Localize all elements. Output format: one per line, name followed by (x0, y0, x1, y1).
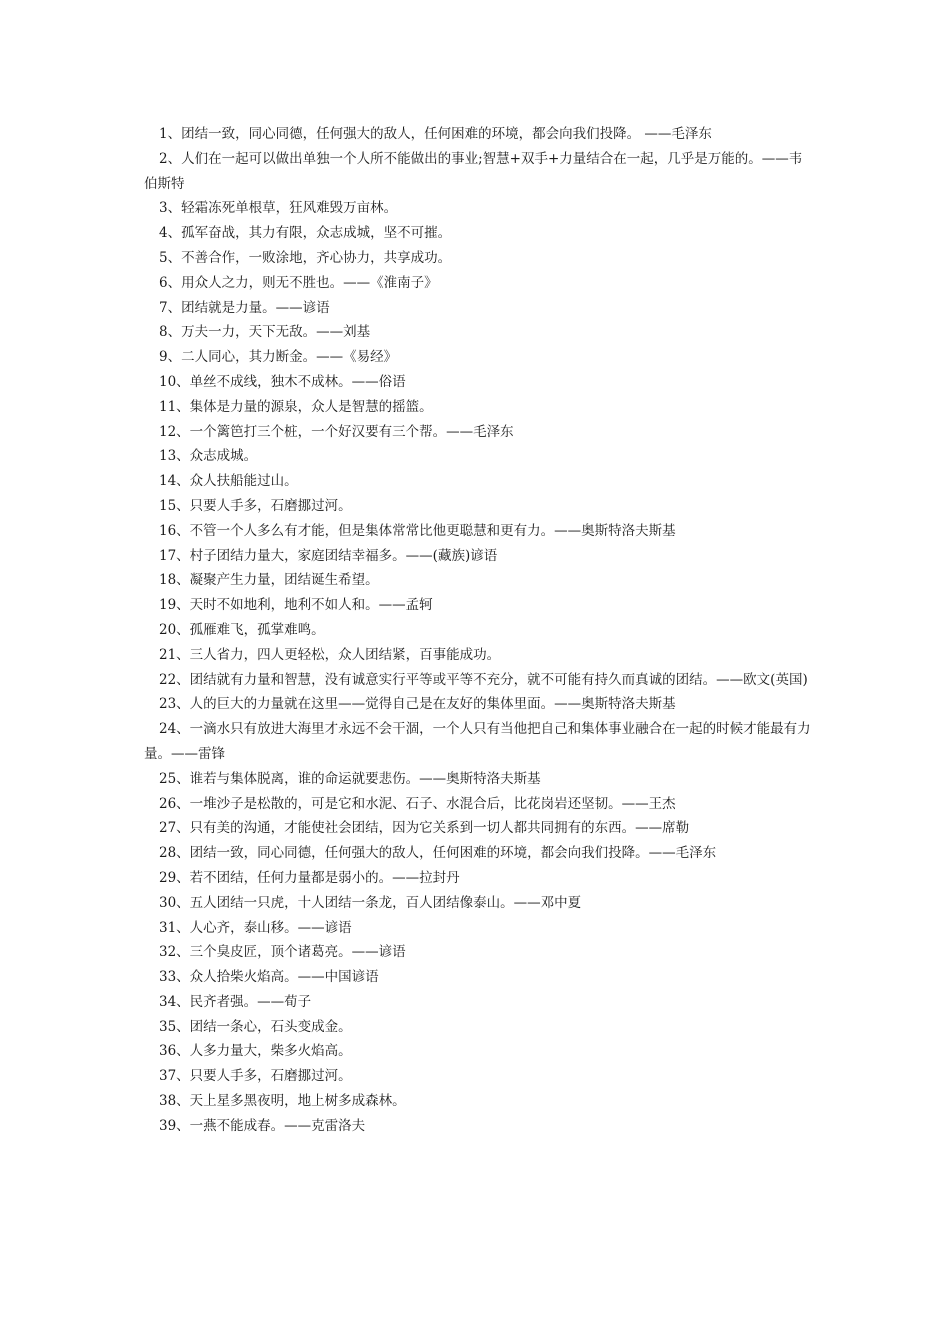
quote-item: 22、团结就有力量和智慧，没有诚意实行平等或平等不充分，就不可能有持久而真诚的团结。——欧文(英国) (159, 671, 808, 688)
quote-item: 20、孤雁难飞，孤掌难鸣。 (159, 621, 325, 638)
quote-item: 18、凝聚产生力量，团结诞生希望。 (159, 572, 379, 589)
quote-item: 14、众人扶船能过山。 (159, 473, 298, 490)
quote-item: 5、不善合作，一败涂地，齐心协力，共享成功。 (159, 249, 452, 266)
quote-item: 35、团结一条心，石头变成金。 (159, 1018, 352, 1035)
quote-item: 28、团结一致，同心同德，任何强大的敌人，任何困难的环境，都会向我们投降。——毛泽东 (159, 845, 717, 862)
quote-item: 10、单丝不成线，独木不成林。——俗语 (159, 373, 406, 390)
quote-item: 39、一燕不能成春。——克雷洛夫 (159, 1117, 366, 1134)
quote-item: 24、一滴水只有放进大海里才永远不会干涸，一个人只有当他把自己和集体事业融合在一起的时候才能最有力量。——雷锋 (144, 721, 811, 762)
quote-item: 7、团结就是力量。——谚语 (159, 299, 330, 316)
quote-item: 8、万夫一力，天下无敌。——刘基 (159, 324, 371, 341)
quote-item: 6、用众人之力，则无不胜也。——《淮南子》 (159, 274, 438, 291)
quote-item: 38、天上星多黑夜明，地上树多成森林。 (159, 1093, 406, 1110)
quote-item: 9、二人同心，其力断金。——《易经》 (159, 349, 398, 366)
quote-item: 34、民齐者强。——荀子 (159, 993, 312, 1010)
quote-item: 16、不管一个人多么有才能，但是集体常常比他更聪慧和更有力。——奥斯特洛夫斯基 (159, 522, 676, 539)
quote-item: 32、三个臭皮匠，顶个诸葛亮。——谚语 (159, 944, 406, 961)
quote-item: 17、村子团结力量大，家庭团结幸福多。——(藏族)谚语 (159, 547, 498, 564)
quote-item: 23、人的巨大的力量就在这里——觉得自己是在友好的集体里面。——奥斯特洛夫斯基 (159, 696, 676, 713)
quote-item: 13、众志成城。 (159, 448, 258, 465)
quote-item: 1、团结一致，同心同德，任何强大的敌人，任何困难的环境，都会向我们投降。 ——毛泽东 (159, 126, 712, 142)
quote-item: 27、只有美的沟通，才能使社会团结，因为它关系到一切人都共同拥有的东西。——席勒 (159, 820, 690, 837)
quote-item: 37、只要人手多，石磨挪过河。 (159, 1068, 352, 1085)
quote-item: 2、人们在一起可以做出单独一个人所不能做出的事业;智慧+双手+力量结合在一起，几乎是万能的。——韦伯斯特 (144, 150, 803, 192)
quote-item: 3、轻霜冻死单根草，狂风难毁万亩林。 (159, 200, 398, 217)
quote-item: 19、天时不如地利，地利不如人和。——孟轲 (159, 597, 433, 614)
quote-item: 12、一个篱笆打三个桩，一个好汉要有三个帮。——毛泽东 (159, 423, 514, 440)
quote-item: 30、五人团结一只虎，十人团结一条龙，百人团结像泰山。——邓中夏 (159, 894, 582, 911)
quote-item: 25、谁若与集体脱离，谁的命运就要悲伤。——奥斯特洛夫斯基 (159, 770, 541, 787)
quote-item: 36、人多力量大，柴多火焰高。 (159, 1043, 352, 1060)
quote-item: 29、若不团结，任何力量都是弱小的。——拉封丹 (159, 869, 460, 886)
quote-item: 4、孤军奋战，其力有限，众志成城，坚不可摧。 (159, 225, 452, 242)
quote-item: 26、一堆沙子是松散的，可是它和水泥、石子、水混合后，比花岗岩还坚韧。——王杰 (159, 795, 676, 812)
quote-item: 31、人心齐，泰山移。——谚语 (159, 919, 352, 936)
quote-item: 21、三人省力，四人更轻松，众人团结紧，百事能成功。 (159, 646, 501, 663)
quote-item: 11、集体是力量的源泉，众人是智慧的摇篮。 (159, 398, 433, 415)
quote-item: 15、只要人手多，石磨挪过河。 (159, 497, 352, 514)
document-body (144, 122, 812, 1139)
quote-item: 33、众人拾柴火焰高。——中国谚语 (159, 969, 379, 986)
